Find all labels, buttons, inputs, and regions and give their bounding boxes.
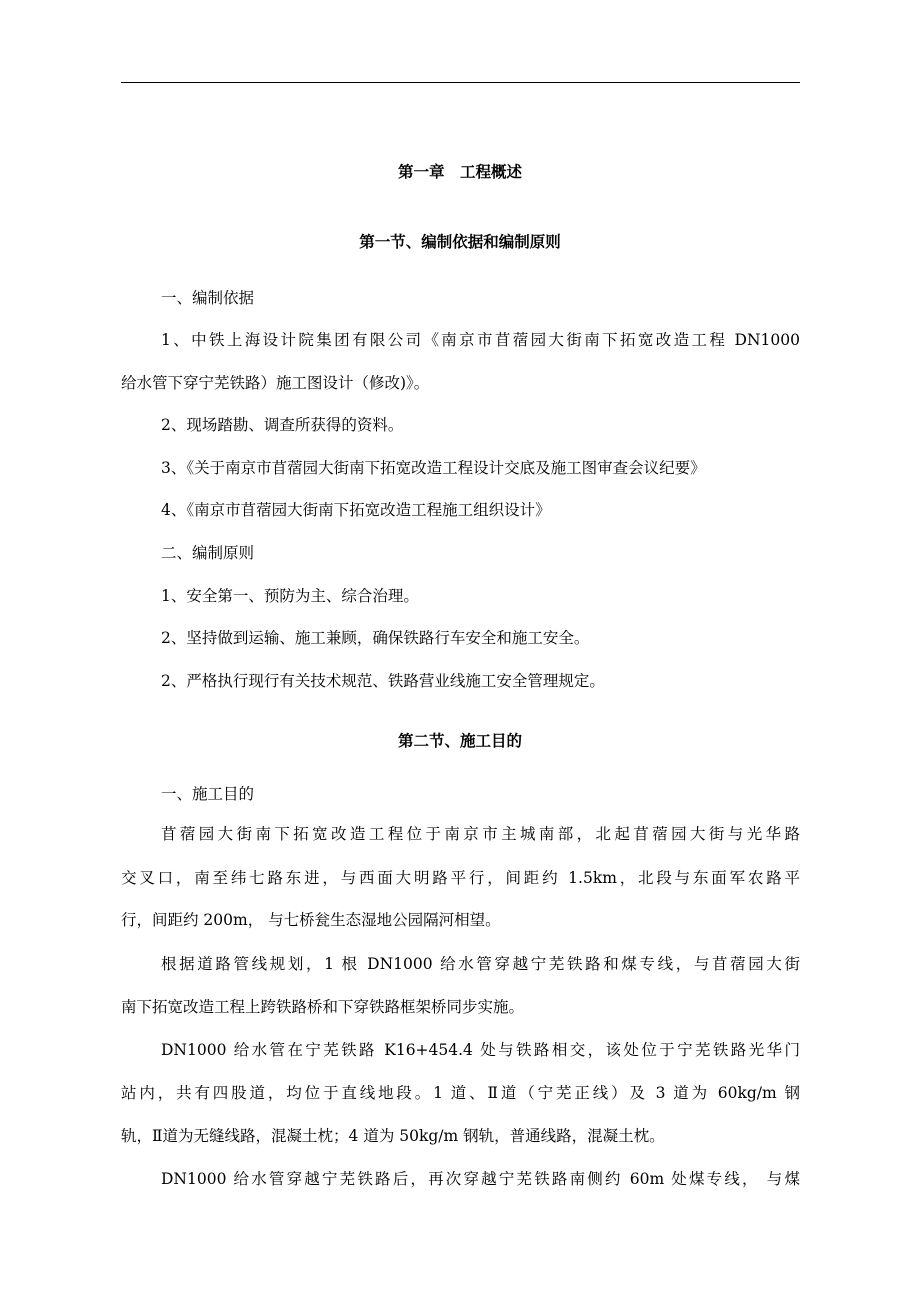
paragraph-line: 给水管下穿宁芜铁路）施工图设计（修改)》。 bbox=[121, 374, 430, 392]
list-item: 4、《南京市苜蓿园大街南下拓宽改造工程施工组织设计》 bbox=[161, 501, 551, 519]
paragraph-line: 南下拓宽改造工程上跨铁路桥和下穿铁路框架桥同步实施。 bbox=[121, 998, 525, 1016]
paragraph-line: 苜蓿园大街南下拓宽改造工程位于南京市主城南部，北起苜蓿园大街与光华路 bbox=[161, 825, 800, 843]
paragraph-line: 轨，Ⅱ道为无缝线路，混凝土枕；4 道为 50kg/m 钢轨，普通线路，混凝土枕。 bbox=[121, 1127, 665, 1145]
list-item: 3、《关于南京市苜蓿园大街南下拓宽改造工程设计交底及施工图审查会议纪要》 bbox=[161, 459, 706, 477]
paragraph-line: 站内，共有四股道，均位于直线地段。1 道、Ⅱ道（宁芜正线）及 3 道为 60kg/m 钢 bbox=[121, 1084, 800, 1102]
section-title: 第一节、编制依据和编制原则 bbox=[359, 232, 561, 251]
paragraph-line: 交叉口，南至纬七路东进，与西面大明路平行，间距约 1.5km，北段与东面军农路平 bbox=[121, 869, 800, 887]
chapter-title: 第一章 工程概述 bbox=[397, 162, 522, 181]
paragraph-line: DN1000 给水管穿越宁芜铁路后，再次穿越宁芜铁路南侧约 60m 处煤专线， 与煤 bbox=[161, 1170, 800, 1188]
paragraph-line: 根据道路管线规划，1 根 DN1000 给水管穿越宁芜铁路和煤专线，与苜蓿园大街 bbox=[161, 955, 800, 973]
sub-heading: 一、编制依据 bbox=[161, 289, 255, 307]
paragraph-line: 行，间距约 200m， 与七桥瓮生态湿地公园隔河相望。 bbox=[121, 911, 501, 929]
list-item: 2、严格执行现行有关技术规范、铁路营业线施工安全管理规定。 bbox=[161, 672, 605, 690]
paragraph-line: DN1000 给水管在宁芜铁路 K16+454.4 处与铁路相交，该处位于宁芜铁路光华门 bbox=[161, 1041, 800, 1059]
list-item: 2、现场踏勘、调查所获得的资料。 bbox=[161, 416, 404, 434]
section-title: 第二节、施工目的 bbox=[397, 731, 522, 750]
sub-heading: 二、编制原则 bbox=[161, 544, 255, 562]
sub-heading: 一、施工目的 bbox=[161, 785, 255, 803]
paragraph-line: 1、中铁上海设计院集团有限公司《南京市苜蓿园大街南下拓宽改造工程 DN1000 bbox=[161, 331, 800, 349]
list-item: 2、坚持做到运输、施工兼顾，确保铁路行车安全和施工安全。 bbox=[161, 629, 590, 647]
list-item: 1、安全第一、预防为主、综合治理。 bbox=[161, 587, 419, 605]
header-rule bbox=[121, 82, 800, 83]
